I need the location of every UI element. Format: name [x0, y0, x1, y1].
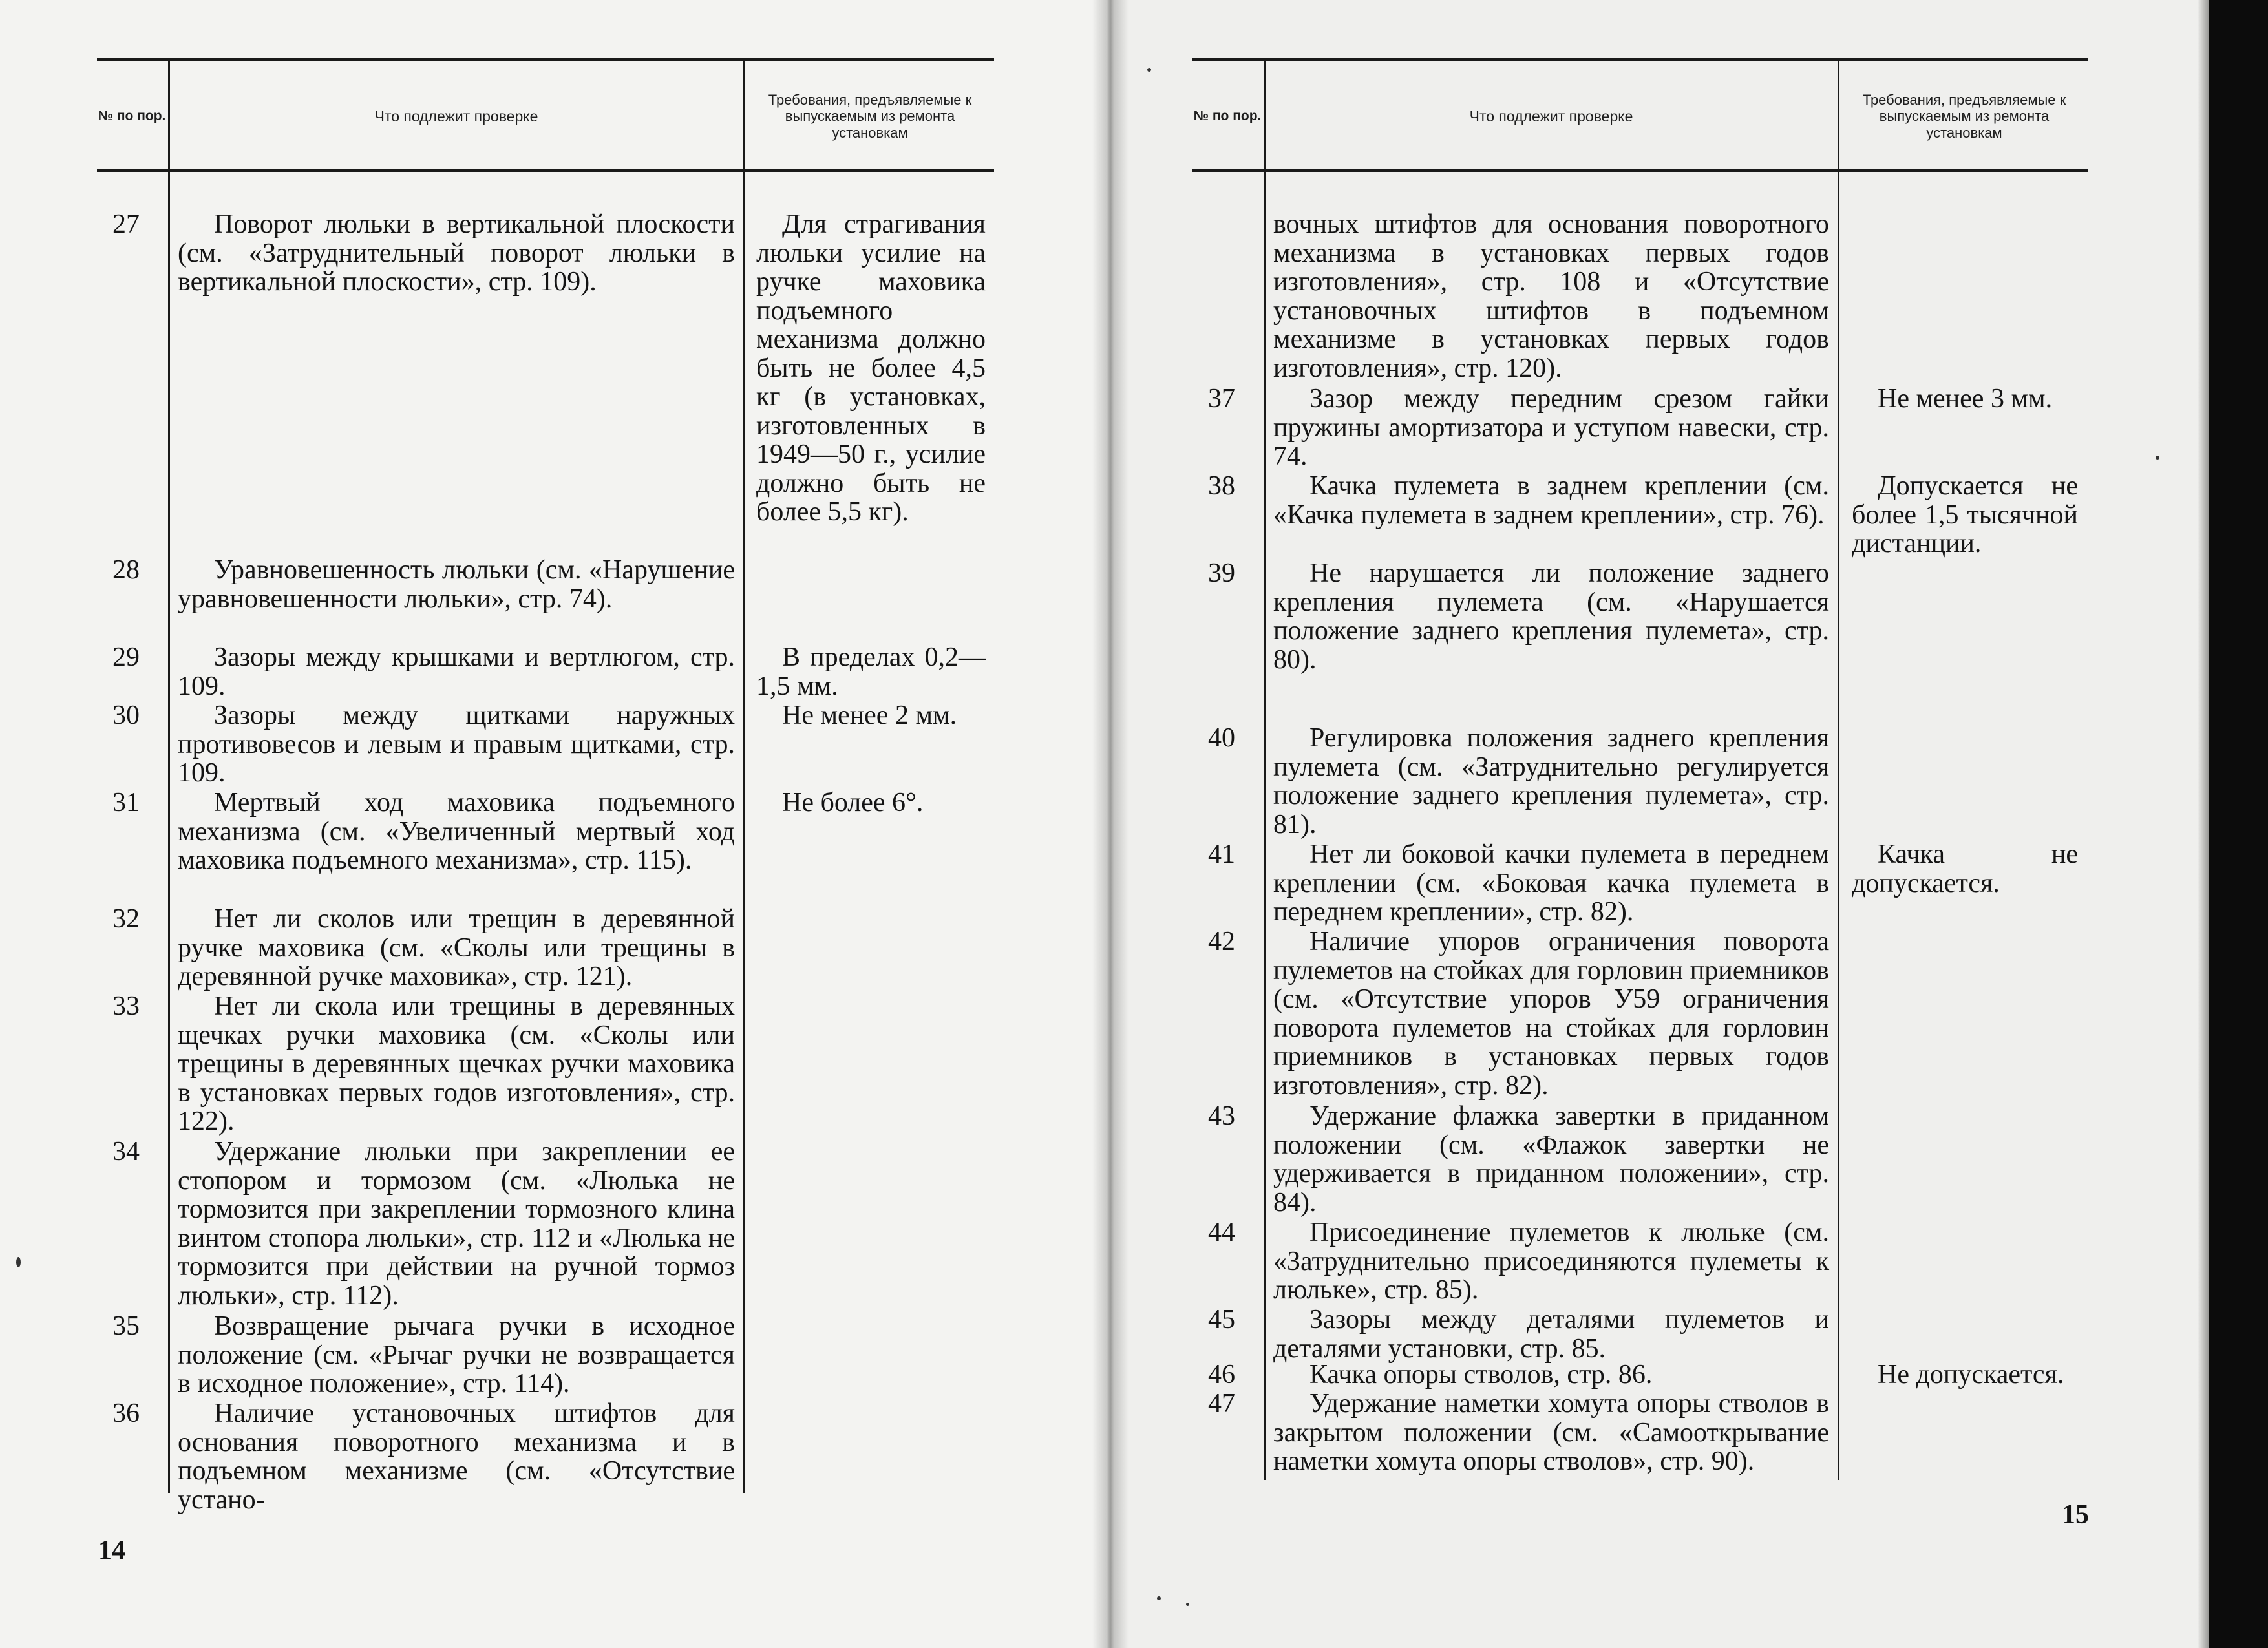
- row-requirement: Не более 6°.: [782, 788, 924, 818]
- book-gutter: [1092, 0, 1129, 1648]
- row-requirement: Не допускается.: [1878, 1360, 2064, 1389]
- row-number: 34: [112, 1137, 140, 1167]
- row-text: Удержание наметки хомута опоры стволов в закрытом положении (см. «Самооткрывание наметки хомута опоры стволов», стр. 90).: [1273, 1389, 1829, 1476]
- row-number: 43: [1208, 1101, 1235, 1131]
- row-text: Качка опоры стволов, стр. 86.: [1309, 1360, 1653, 1389]
- page-edge-shadow: [2198, 0, 2210, 1648]
- row-requirement: Не менее 2 мм.: [782, 701, 957, 730]
- row-text: вочных штифтов для основания поворотного механизма в установках первых годов изготовления», стр. 108 и «Отсутствие установочных штифтов в подъемном механизме в установках первых годов изготовления», стр. 120).: [1273, 209, 1829, 383]
- row-text: Нет ли скола или трещины в деревянных щечках ручки маховика (см. «Сколы или трещины в деревянных щечках ручки маховика в установках первых годов изготовления», стр. 122).: [178, 991, 735, 1136]
- row-requirement: Качка не допускается.: [1852, 840, 2078, 898]
- header-bottom-rule: [97, 169, 994, 172]
- row-text: Удержание люльки при закреплении ее стопором и тормозом (см. «Люлька не тормозится при закреплении тормозного клина винтом стопора люльки», стр. 112 и «Люлька не тормозится при действии на ручной тормоз люльки», стр. 112).: [178, 1137, 735, 1311]
- row-text: Удержание флажка завертки в приданном положении (см. «Флажок завертки не удерживается в приданном положении», стр. 84).: [1273, 1101, 1829, 1218]
- row-number: 41: [1208, 840, 1235, 869]
- table-top-rule: [97, 58, 994, 61]
- scan-speck: [16, 1257, 21, 1267]
- row-text: Наличие установочных штифтов для основания поворотного механизма и в подъемном механизме (см. «Отсутствие устано-: [178, 1399, 735, 1515]
- row-requirement: Допускается не более 1,5 тысячной дистанции.: [1852, 471, 2078, 558]
- header-check: Что подлежит проверке: [1469, 107, 1633, 125]
- row-text: Присоединение пулеметов к люльке (см. «Затруднительно присоединяются пулеметы к люльке», стр. 85).: [1273, 1218, 1829, 1305]
- row-text: Зазор между передним срезом гайки пружины амортизатора и уступом навески, стр. 74.: [1273, 384, 1829, 471]
- row-number: 38: [1208, 471, 1235, 501]
- row-text: Возвращение рычага ручки в исходное положение (см. «Рычаг ручки не возвращается в исходное положение», стр. 114).: [178, 1311, 735, 1399]
- row-number: 39: [1208, 558, 1235, 588]
- row-number: 47: [1208, 1389, 1235, 1419]
- row-requirement: Для страгивания люльки усилие на ручке маховика подъемного механизма должно быть не более 4,5 кг (в установках, изготовленных в 1949—50 г., усилие должно быть не более 5,5 кг).: [756, 209, 986, 527]
- row-number: 28: [112, 555, 140, 585]
- row-number: 30: [112, 701, 140, 730]
- row-text: Поворот люльки в вертикальной плоскости (см. «Затруднительный поворот люльки в вертикальной плоскости», стр. 109).: [178, 209, 735, 297]
- row-text: Зазоры между деталями пулеметов и деталями установки, стр. 85.: [1273, 1305, 1829, 1364]
- row-number: 46: [1208, 1360, 1235, 1389]
- row-requirement: В пределах 0,2—1,5 мм.: [756, 642, 986, 701]
- page-number-left: 14: [98, 1536, 125, 1565]
- header-bottom-rule: [1192, 169, 2088, 172]
- header-req: Требования, предъявляемые к выпускаемым из ремонта установкам: [1862, 92, 2066, 141]
- header-check: Что подлежит проверке: [374, 107, 538, 125]
- row-number: 45: [1208, 1305, 1235, 1335]
- row-number: 37: [1208, 384, 1235, 414]
- row-text: Зазоры между крышками и вертлюгом, стр. 109.: [178, 642, 735, 701]
- row-number: 29: [112, 642, 140, 672]
- row-number: 36: [112, 1399, 140, 1428]
- column-divider: [743, 61, 745, 1493]
- header-num: № по пор.: [98, 108, 166, 123]
- row-text: Регулировка положения заднего крепления пулемета (см. «Затруднительно регулируется положение заднего крепления пулемета», стр. 81).: [1273, 723, 1829, 840]
- scan-speck: [1147, 68, 1151, 72]
- header-num: № по пор.: [1193, 108, 1262, 123]
- row-text: Нет ли боковой качки пулемета в переднем креплении (см. «Боковая качка пулемета в переднем креплении», стр. 82).: [1273, 840, 1829, 927]
- scan-speck: [2156, 456, 2159, 460]
- row-number: 35: [112, 1311, 140, 1341]
- row-number: 33: [112, 991, 140, 1021]
- row-text: Качка пулемета в заднем креплении (см. «Качка пулемета в заднем креплении», стр. 76).: [1273, 471, 1829, 530]
- scan-border: [2209, 0, 2268, 1648]
- scan-speck: [1157, 1596, 1161, 1600]
- row-text: Наличие упоров ограничения поворота пулеметов на стойках для горловин приемников (см. «Отсутствие упоров У59 ограничения поворота пулеметов на стойках для горловин приемников в установках первых годов изготовления», стр. 82).: [1273, 927, 1829, 1101]
- column-divider: [168, 61, 170, 1493]
- column-divider: [1838, 61, 1839, 1480]
- page-number-right: 15: [2062, 1500, 2089, 1530]
- row-requirement: Не менее 3 мм.: [1878, 384, 2053, 414]
- row-number: 27: [112, 209, 140, 239]
- table-top-rule: [1192, 58, 2088, 61]
- column-divider: [1264, 61, 1266, 1480]
- row-number: 42: [1208, 927, 1235, 956]
- row-number: 44: [1208, 1218, 1235, 1247]
- row-text: Нет ли сколов или трещин в деревянной ручке маховика (см. «Сколы или трещины в деревянной ручке маховика», стр. 121).: [178, 904, 735, 991]
- row-text: Не нарушается ли положение заднего крепления пулемета (см. «Нарушается положение заднего крепления пулемета», стр. 80).: [1273, 558, 1829, 675]
- scan-speck: [1186, 1603, 1189, 1606]
- row-text: Мертвый ход маховика подъемного механизма (см. «Увеличенный мертвый ход маховика подъемного механизма», стр. 115).: [178, 788, 735, 875]
- row-text: Уравновешенность люльки (см. «Нарушение уравновешенности люльки», стр. 74).: [178, 555, 735, 614]
- row-number: 40: [1208, 723, 1235, 753]
- row-number: 32: [112, 904, 140, 934]
- row-text: Зазоры между щитками наружных противовесов и левым и правым щитками, стр. 109.: [178, 701, 735, 788]
- row-number: 31: [112, 788, 140, 818]
- header-req: Требования, предъявляемые к выпускаемым из ремонта установкам: [768, 92, 972, 141]
